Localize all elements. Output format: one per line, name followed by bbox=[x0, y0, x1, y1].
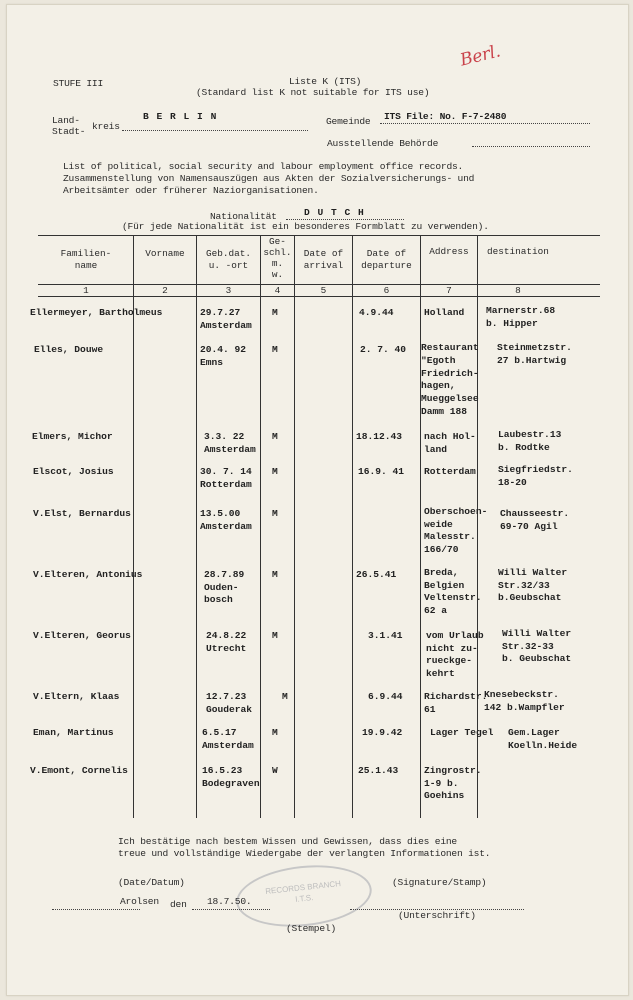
row-5-name: V.Elteren, Antonius bbox=[33, 569, 143, 580]
behoerde-label: Ausstellende Behörde bbox=[327, 138, 439, 149]
row-8-name: Eman, Martinus bbox=[33, 727, 114, 738]
row-4-destination: Chausseestr. 69-70 Agil bbox=[500, 508, 570, 532]
col-number-5: 5 bbox=[320, 285, 327, 296]
row-8-sex: M bbox=[272, 727, 278, 738]
row-4-name: V.Elst, Bernardus bbox=[33, 508, 131, 519]
standard-note: (Standard list K not suitable for ITS use) bbox=[196, 87, 430, 98]
kreis-label: kreis bbox=[92, 121, 120, 132]
col-header-address: Address bbox=[429, 246, 469, 257]
col-header-geburt: Geb.dat. u. -ort bbox=[205, 248, 251, 271]
col-header-familienname: Familien- name bbox=[60, 248, 112, 271]
date-dots bbox=[192, 909, 270, 910]
gemeinde-value: ITS File: No. F-7-2480 bbox=[384, 111, 507, 122]
col-divider-5 bbox=[352, 235, 353, 818]
row-0-address: Holland bbox=[424, 307, 465, 318]
row-7-address: Richardstr. 61 bbox=[424, 691, 488, 715]
col-header-arrival: Date of arrival bbox=[303, 248, 344, 271]
confirm-line-2: treue und vollständige Wiedergabe der verlangten Informationen ist. bbox=[118, 848, 491, 859]
row-9-departure: 25.1.43 bbox=[358, 765, 399, 776]
row-8-address: Lager Tegel bbox=[430, 727, 494, 738]
intro-line-1: List of political, social security and labour employment office records. bbox=[63, 161, 464, 172]
stadt-label: Stadt- bbox=[52, 126, 86, 137]
kreis-dots bbox=[122, 130, 308, 131]
col-header-departure: Date of departure bbox=[361, 248, 412, 271]
date-value: 18.7.50. bbox=[207, 896, 252, 907]
den-label: den bbox=[170, 899, 187, 910]
row-1-departure: 2. 7. 40 bbox=[360, 344, 407, 355]
kreis-value: B E R L I N bbox=[143, 111, 218, 122]
row-2-sex: M bbox=[272, 431, 278, 442]
col-divider-3 bbox=[260, 235, 261, 818]
row-1-birth: 20.4. 92 Emns bbox=[200, 344, 247, 368]
stufe-label: STUFE III bbox=[53, 78, 104, 89]
row-6-address: vom Urlaub nicht zu- rueckge- kehrt bbox=[426, 630, 484, 679]
row-0-departure: 4.9.44 bbox=[359, 307, 394, 318]
row-3-address: Rotterdam bbox=[424, 466, 476, 477]
liste-title: Liste K (ITS) bbox=[289, 76, 362, 87]
intro-line-2: Zusammenstellung von Namensauszügen aus Akten der Sozialversicherungs- und bbox=[63, 173, 475, 184]
confirm-line-1: Ich bestätige nach bestem Wissen und Gewissen, dass dies eine bbox=[118, 836, 457, 847]
row-7-sex: M bbox=[282, 691, 288, 702]
col-number-8: 8 bbox=[515, 285, 521, 296]
row-5-destination: Willi Walter Str.32/33 b.Geubschat bbox=[498, 567, 568, 603]
row-9-name: V.Emont, Cornelis bbox=[30, 765, 128, 776]
col-divider-4 bbox=[294, 235, 295, 818]
nationality-note: (Für jede Nationalität ist ein besonderes Formblatt zu verwenden). bbox=[122, 221, 489, 232]
col-header-destination: destination bbox=[487, 246, 549, 257]
row-1-address: Restaurant "Egoth Friedrich- hagen, Mueggelsee Damm 188 bbox=[421, 342, 479, 417]
gemeinde-dots bbox=[380, 123, 590, 124]
row-6-sex: M bbox=[272, 630, 278, 641]
signature-label: (Signature/Stamp) bbox=[392, 877, 487, 888]
col-divider-2 bbox=[196, 235, 197, 818]
land-label: Land- bbox=[52, 115, 80, 126]
row-7-destination: Knesebeckstr. 142 b.Wampfler bbox=[484, 689, 565, 713]
row-5-birth: 28.7.89 Ouden- bosch bbox=[204, 569, 245, 605]
nationality-value: D U T C H bbox=[304, 207, 365, 218]
intro-line-3: Arbeitsämter oder früherer Naziorganisationen. bbox=[63, 185, 319, 196]
row-1-sex: M bbox=[272, 344, 278, 355]
row-9-address: Zingrostr. 1-9 b. Goehins bbox=[424, 765, 482, 801]
col-number-1: 1 bbox=[83, 285, 89, 296]
row-0-destination: Marnerstr.68 b. Hipper bbox=[486, 305, 556, 329]
table-top-line bbox=[38, 235, 600, 236]
row-4-birth: 13.5.00 Amsterdam bbox=[200, 508, 252, 532]
row-0-name: Ellermeyer, Bartholmeus bbox=[30, 307, 163, 318]
stempel-label: (Stempel) bbox=[286, 923, 337, 934]
row-4-address: Oberschoen- weide Malesstr. 166/70 bbox=[424, 506, 488, 555]
col-number-2: 2 bbox=[162, 285, 168, 296]
row-6-departure: 3.1.41 bbox=[368, 630, 403, 641]
date-label: (Date/Datum) bbox=[118, 877, 185, 888]
row-5-departure: 26.5.41 bbox=[356, 569, 397, 580]
row-9-sex: W bbox=[272, 765, 278, 776]
row-3-sex: M bbox=[272, 466, 278, 477]
nationality-dots bbox=[286, 219, 404, 220]
row-4-sex: M bbox=[272, 508, 278, 519]
row-2-name: Elmers, Michor bbox=[32, 431, 113, 442]
gemeinde-label: Gemeinde bbox=[326, 116, 371, 127]
row-7-name: V.Eltern, Klaas bbox=[33, 691, 120, 702]
row-1-destination: Steinmetzstr. 27 b.Hartwig bbox=[497, 342, 572, 366]
row-8-birth: 6.5.17 Amsterdam bbox=[202, 727, 254, 751]
col-number-4: 4 bbox=[274, 285, 281, 296]
behoerde-dots bbox=[472, 146, 590, 147]
stamp-text: RECORDS BRANCH I.T.S. bbox=[264, 879, 342, 904]
row-5-sex: M bbox=[272, 569, 278, 580]
row-2-departure: 18.12.43 bbox=[356, 431, 403, 442]
col-divider-1 bbox=[133, 235, 134, 818]
row-2-address: nach Hol- land bbox=[424, 431, 476, 455]
row-3-name: Elscot, Josius bbox=[33, 466, 114, 477]
row-7-birth: 12.7.23 Gouderak bbox=[206, 691, 253, 715]
col-header-geschlecht: Ge- schl. m. w. bbox=[263, 236, 292, 280]
row-9-birth: 16.5.23 Bodegraven bbox=[202, 765, 260, 789]
row-8-departure: 19.9.42 bbox=[362, 727, 403, 738]
row-2-birth: 3.3. 22 Amsterdam bbox=[204, 431, 256, 455]
handwritten-mark: Berl. bbox=[458, 41, 503, 71]
row-6-birth: 24.8.22 Utrecht bbox=[206, 630, 247, 654]
row-3-birth: 30. 7. 14 Rotterdam bbox=[200, 466, 252, 490]
row-6-destination: Willi Walter Str.32-33 b. Geubschat bbox=[502, 628, 572, 664]
row-0-sex: M bbox=[272, 307, 278, 318]
col-number-7: 7 bbox=[446, 285, 452, 296]
row-0-birth: 29.7.27 Amsterdam bbox=[200, 307, 252, 331]
place-dots-left bbox=[52, 909, 140, 910]
unterschrift-label: (Unterschrift) bbox=[398, 910, 476, 921]
row-7-departure: 6.9.44 bbox=[368, 691, 403, 702]
row-2-destination: Laubestr.13 b. Rodtke bbox=[498, 429, 562, 453]
row-3-destination: Siegfriedstr. 18-20 bbox=[498, 464, 573, 488]
col-header-vorname: Vorname bbox=[145, 248, 185, 259]
place-value: Arolsen bbox=[120, 896, 159, 907]
col-number-6: 6 bbox=[383, 285, 390, 296]
col-divider-6 bbox=[420, 235, 421, 818]
row-3-departure: 16.9. 41 bbox=[358, 466, 405, 477]
row-8-destination: Gem.Lager Koelln.Heide bbox=[508, 727, 578, 751]
row-5-address: Breda, Belgien Veltenstr. 62 a bbox=[424, 567, 482, 616]
row-6-name: V.Elteren, Georus bbox=[33, 630, 131, 641]
row-1-name: Elles, Douwe bbox=[34, 344, 104, 355]
nationality-label: Nationalität bbox=[210, 211, 277, 222]
col-number-3: 3 bbox=[225, 285, 232, 296]
